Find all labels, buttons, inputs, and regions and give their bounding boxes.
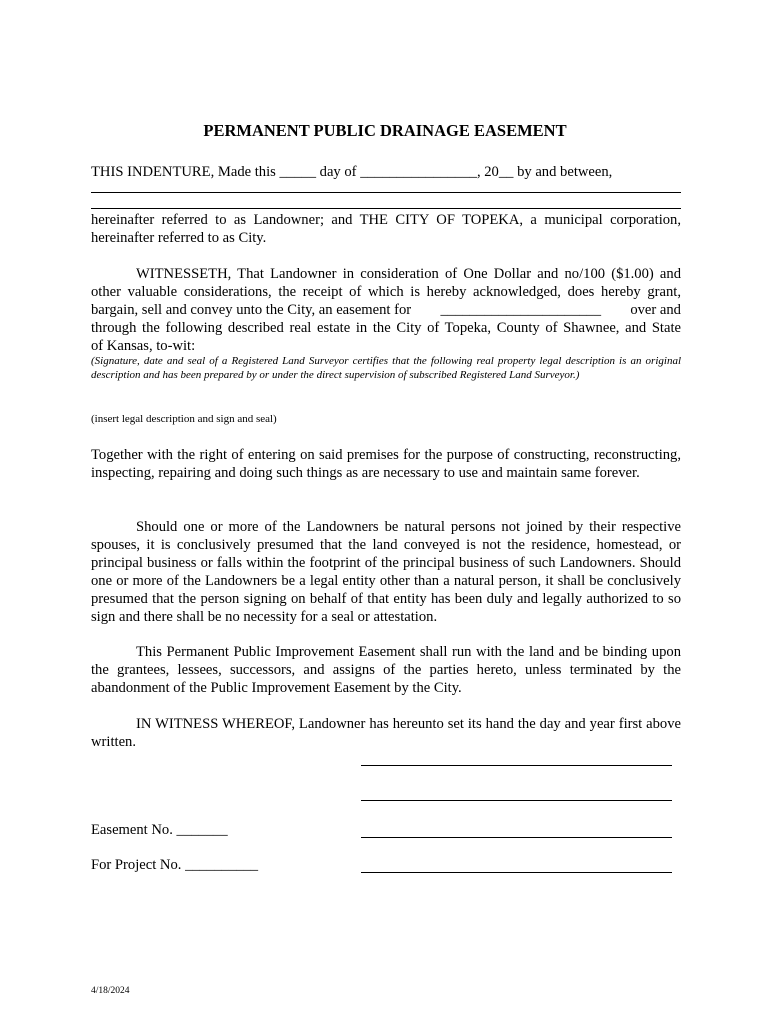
footer-date: 4/18/2024 bbox=[91, 986, 130, 996]
easement-number-row bbox=[91, 821, 228, 839]
in-witness-paragraph: IN WITNESS WHEREOF, Landowner has hereunto set its hand the day and year first above written. bbox=[91, 716, 681, 750]
indenture-line bbox=[91, 163, 681, 181]
witnesseth-line-4: through the following described real estate in the City of Topeka, County of Shawnee, and State bbox=[91, 320, 681, 336]
signature-line-4[interactable] bbox=[361, 872, 672, 873]
over-and-text: over and bbox=[630, 302, 681, 318]
witnesseth-line-3 bbox=[91, 301, 681, 319]
easement-purpose-blank[interactable]: ______________________ bbox=[440, 302, 602, 318]
witnesseth-line-5: of Kansas, to-wit: bbox=[91, 338, 196, 354]
easement-number-label: Easement No. bbox=[91, 822, 173, 838]
day-blank[interactable]: _____ bbox=[279, 164, 316, 180]
signature-line-2[interactable] bbox=[361, 800, 672, 801]
year-blank[interactable]: __ bbox=[498, 164, 514, 180]
run-with-land-paragraph: This Permanent Public Improvement Easement shall run with the land and be binding upon the grantees, lessees, successors, and assigns of the parties hereto, unless terminated by the abandonment of the Public Improvement Easement by the City. bbox=[91, 644, 681, 696]
indenture-prefix: THIS INDENTURE, Made this bbox=[91, 164, 276, 180]
hereinafter-line-1: hereinafter referred to as Landowner; and THE CITY OF TOPEKA, a municipal corporation, bbox=[91, 212, 681, 228]
insert-legal-description-note: (insert legal description and sign and seal) bbox=[91, 413, 277, 425]
signature-line-1[interactable] bbox=[361, 765, 672, 766]
natural-persons-paragraph: Should one or more of the Landowners be natural persons not joined by their respective spouses, it is conclusively presumed that the land conveyed is not the residence, homestead, or principal business or falls within the footprint of the principal business of such Landowners. Should one or more of the Landowners be a legal entity other than a natural person, it shall be conclusively presumed that the person signing on behalf of that entity has been duly and legally authorized to so sign and there shall be no necessity for a seal or attestation. bbox=[91, 519, 681, 625]
signature-line-3[interactable] bbox=[361, 837, 672, 838]
landowner-name-line-2[interactable] bbox=[91, 208, 681, 209]
project-number-row bbox=[91, 856, 258, 874]
together-paragraph: Together with the right of entering on said premises for the purpose of constructing, reconstructing, inspecting, repairing and doing such things as are necessary to use and maintain same forever. bbox=[91, 447, 681, 481]
surveyor-note: (Signature, date and seal of a Registered Land Surveyor certifies that the following real property legal description is an original description and has been prepared by or under the direct supervision of subscribed Registered Land Surveyor.) bbox=[91, 355, 681, 381]
landowner-name-line-1[interactable] bbox=[91, 192, 681, 193]
witnesseth-line-1: WITNESSETH, That Landowner in consideration of One Dollar and no/100 ($1.00) and bbox=[136, 266, 681, 282]
project-number-blank[interactable]: __________ bbox=[185, 857, 259, 873]
easement-for-text: bargain, sell and convey unto the City, an easement for bbox=[91, 302, 412, 318]
hereinafter-line-2: hereinafter referred to as City. bbox=[91, 230, 267, 246]
month-blank[interactable]: ________________ bbox=[360, 164, 477, 180]
easement-number-blank[interactable]: _______ bbox=[176, 822, 228, 838]
document-title: PERMANENT PUBLIC DRAINAGE EASEMENT bbox=[203, 121, 567, 140]
day-of-text: day of bbox=[319, 164, 357, 180]
indenture-suffix: by and between, bbox=[517, 164, 613, 180]
project-number-label: For Project No. bbox=[91, 857, 182, 873]
year-prefix: , 20 bbox=[476, 164, 499, 180]
witnesseth-line-2: other valuable considerations, the receipt of which is hereby acknowledged, does hereby grant, bbox=[91, 284, 681, 300]
